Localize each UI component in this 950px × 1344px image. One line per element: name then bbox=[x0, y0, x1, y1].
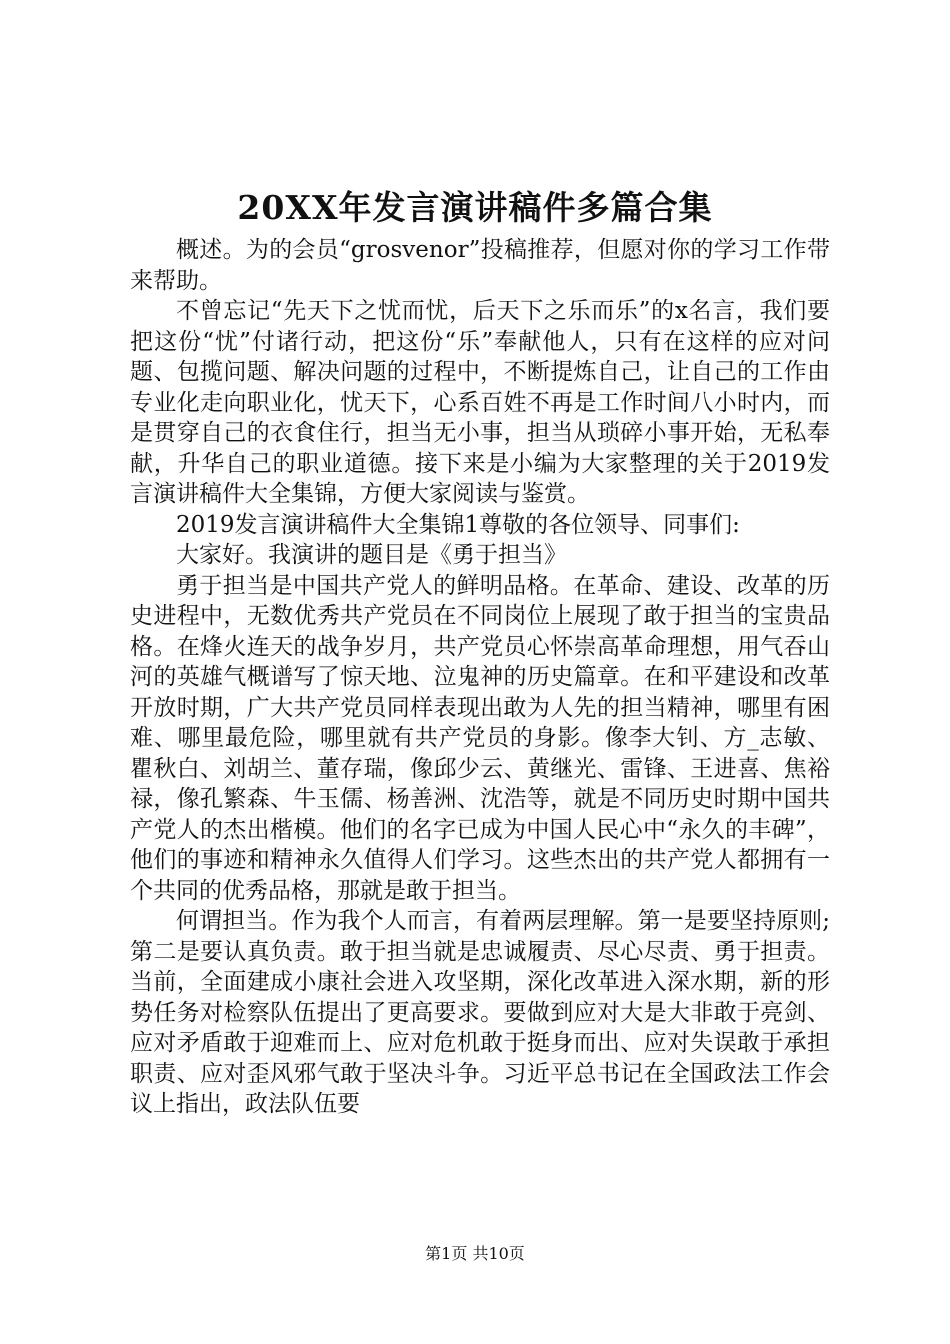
paragraph-salutation: 2019发言演讲稿件大全集锦1尊敬的各位领导、同事们: bbox=[176, 511, 740, 538]
page-number-footer: 第1页 共10页 bbox=[425, 1244, 525, 1263]
paragraph-courage: 勇于担当是中国共产党人的鲜明品格。在革命、建设、改革的历史进程中，无数优秀共产党员在不同岗位上展现了敢于担当的宝贵品格。在烽火连天的战争岁月，共产党员心怀崇高革命理想，用气吞山河的英雄气概谱写了惊天地、泣鬼神的历史篇章。在和平建设和改革开放时期，广大共产党员同样表现出敢为人先的担当精神，哪里有困难、哪里最危险，哪里就有共产党员的身影。像李大钊、方_志敏、瞿秋白、刘胡兰、董存瑞，像邱少云、黄继光、雷锋、王进喜、焦裕禄，像孔繁森、牛玉儒、杨善洲、沈浩等，就是不同历史时期中国共产党人的杰出楷模。他们的名字已成为中国人民心中“永久的丰碑”，他们的事迹和精神永久值得人们学习。这些杰出的共产党人都拥有一个共同的优秀品格，那就是敢于担当。 bbox=[130, 572, 830, 904]
paragraph-greeting: 大家好。我演讲的题目是《勇于担当》 bbox=[176, 542, 567, 568]
paragraph-overview: 概述。为的会员“grosvenor”投稿推荐，但愿对你的学习工作带来帮助。 bbox=[130, 237, 830, 294]
document-title: 20XX年发言演讲稿件多篇合集 bbox=[237, 188, 713, 227]
paragraph-definition: 何谓担当。作为我个人而言，有着两层理解。第一是要坚持原则;第二是要认真负责。敢于担当就是忠诚履责、尽心尽责、勇于担责。当前，全面建成小康社会进入攻坚期，深化改革进入深水期，新的形势任务对检察队伍提出了更高要求。要做到应对大是大非敢于亮剑、应对矛盾敢于迎难而上、应对危机敢于挺身而出、应对失误敢于承担职责、应对歪风邪气敢于坚决斗争。习近平总书记在全国政法工作会议上指出，政法队伍要 bbox=[130, 908, 830, 1117]
paragraph-intro: 不曾忘记“先天下之忧而忧，后天下之乐而乐”的x名言，我们要把这份“忧”付诸行动，把这份“乐”奉献他人，只有在这样的应对问题、包揽问题、解决问题的过程中，不断提炼自己，让自己的工作由专业化走向职业化，忧天下，心系百姓不再是工作时间八小时内，而是贯穿自己的衣食住行，担当无小事，担当从琐碎小事开始，无私奉献，升华自己的职业道德。接下来是小编为大家整理的关于2019发言演讲稿件大全集锦，方便大家阅读与鉴赏。 bbox=[130, 298, 830, 507]
document-body bbox=[130, 235, 830, 1120]
